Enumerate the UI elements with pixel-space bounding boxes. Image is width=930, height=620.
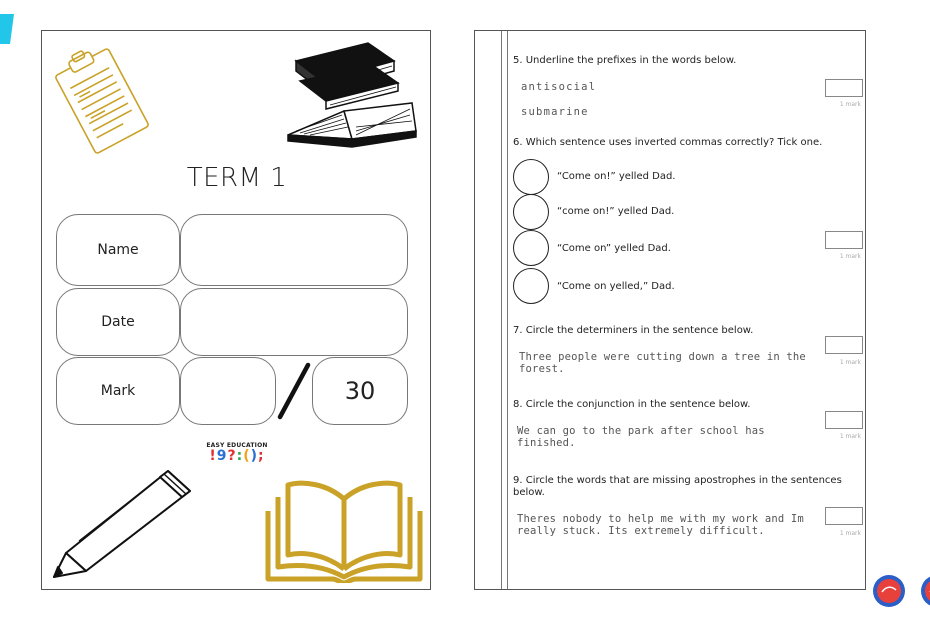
answer-sentence-7[interactable]: Three people were cutting down a tree in the forest. — [519, 351, 806, 375]
mark-box[interactable] — [825, 336, 863, 354]
open-book-icon — [264, 471, 424, 583]
name-field[interactable] — [180, 214, 408, 286]
mark-note: 1 mark — [839, 253, 861, 260]
logo-text: EASY EDUCATION — [206, 442, 268, 449]
date-label: Date — [56, 288, 180, 356]
tick-option-1[interactable] — [513, 159, 549, 195]
pencil-icon — [48, 463, 198, 581]
mark-box[interactable] — [825, 507, 863, 525]
question-5: 5. Underline the prefixes in the words below. — [513, 55, 737, 66]
mark-note: 1 mark — [839, 433, 861, 440]
mark-note: 1 mark — [839, 101, 861, 108]
mark-box[interactable] — [825, 411, 863, 429]
option-2-text: “come on!” yelled Dad. — [557, 206, 675, 217]
mark-note: 1 mark — [839, 530, 861, 537]
word-antisocial[interactable]: antisocial — [521, 81, 597, 93]
tick-option-3[interactable] — [513, 230, 549, 266]
cyan-exclamation-fragment — [0, 14, 20, 54]
cover-page — [41, 30, 431, 590]
term-title: TERM 1 — [186, 163, 288, 193]
name-label: Name — [56, 214, 180, 286]
mark-score-field[interactable] — [180, 357, 276, 425]
margin-line — [507, 31, 508, 589]
question-8: 8. Circle the conjunction in the sentence below. — [513, 399, 751, 410]
question-9: 9. Circle the words that are missing apostrophes in the sentences below. — [513, 475, 842, 498]
answer-sentence-9[interactable]: Theres nobody to help me with my work and Im really stuck. Its extremely difficult. — [517, 513, 804, 537]
prev-page-icon[interactable] — [872, 574, 906, 608]
books-icon — [282, 39, 422, 151]
mark-total: 30 — [312, 357, 408, 425]
clipboard-icon — [50, 39, 154, 163]
word-submarine[interactable]: submarine — [521, 106, 589, 118]
next-page-icon[interactable] — [920, 574, 930, 608]
logo-glyphs: !9?:(); — [209, 448, 265, 464]
option-4-text: “Come on yelled,” Dad. — [557, 281, 675, 292]
worksheet-page — [474, 30, 866, 590]
slash-icon — [274, 361, 314, 423]
option-1-text: “Come on!” yelled Dad. — [557, 171, 676, 182]
mark-box[interactable] — [825, 231, 863, 249]
mark-note: 1 mark — [839, 359, 861, 366]
tick-option-2[interactable] — [513, 194, 549, 230]
option-3-text: “Come on” yelled Dad. — [557, 243, 671, 254]
easy-education-logo — [202, 442, 272, 468]
margin-line — [501, 31, 502, 589]
tick-option-4[interactable] — [513, 268, 549, 304]
question-6: 6. Which sentence uses inverted commas correctly? Tick one. — [513, 137, 823, 148]
question-7: 7. Circle the determiners in the sentence below. — [513, 325, 754, 336]
mark-box[interactable] — [825, 79, 863, 97]
answer-sentence-8[interactable]: We can go to the park after school has finished. — [517, 425, 765, 449]
mark-label: Mark — [56, 357, 180, 425]
date-field[interactable] — [180, 288, 408, 356]
